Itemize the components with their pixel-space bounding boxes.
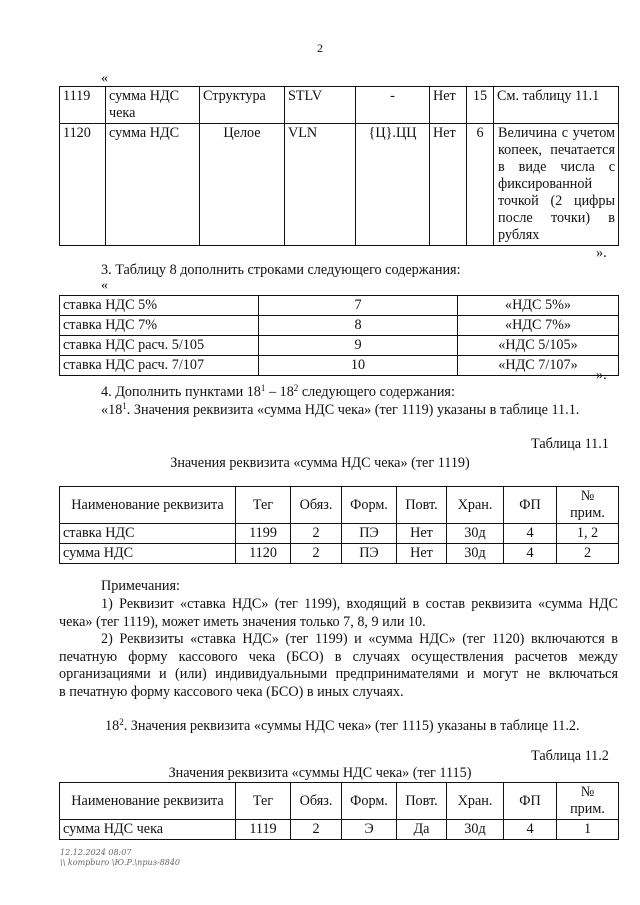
cell: ПЭ [342,524,397,544]
item-3-text: 3. Таблицу 8 дополнить строками следующего содержания: [101,262,461,278]
cell: сумма НДС [60,544,236,564]
cell: 2 [291,820,342,840]
length-cell: 6 [467,124,494,246]
desc-line: См. таблицу 11.1 [497,88,600,104]
page-number: 2 [317,41,323,55]
cell: 2 [291,524,342,544]
note-line: организациями и (или) индивидуальными предпринимателями и могут не включаться [59,666,618,682]
header-cell: Обяз. [291,487,342,524]
table-row [60,544,619,564]
mask-cell: - [356,87,430,124]
paragraph-18-1: «$18^1$. Значения реквизита «сумма НДС чека» (тег 1119) указаны в таблице 11.1. [101,401,580,418]
table-header-row [60,783,619,820]
description-cell [494,87,619,124]
header-cell: Форм. [342,783,397,820]
header-cell: Форм. [342,487,397,524]
header-cell: Тег [236,487,291,524]
cell: 2 [557,544,619,564]
note-line: 1) Реквизит «ставка НДС» (тег 1199), входящий в состав реквизита «сумма НДС [101,596,618,612]
desc-line: рублях [498,227,540,243]
cell: 1199 [236,524,291,544]
cell: ставка НДС [60,524,236,544]
paragraph-18-2: $18^2$. Значения реквизита «суммы НДС чека» (тег 1115) указаны в таблице 11.2. [105,717,580,734]
desc-line: копеек, печатается [498,142,615,158]
table-11-1-title: Значения реквизита «сумма НДС чека» (тег 1119) [170,455,470,471]
code-cell: 8 [259,316,458,336]
table-row [60,524,619,544]
cell: 1119 [236,820,291,840]
print-cell: «НДС 5/105» [458,336,619,356]
mask-cell: {Ц}.ЦЦ [356,124,430,246]
table-11-2-label: Таблица 11.2 [531,748,609,764]
table-row [60,356,619,376]
name-cell: ставка НДС 5% [60,296,259,316]
cell: 30д [447,820,504,840]
fixed-cell: Нет [430,124,467,246]
cell: 30д [447,524,504,544]
type-cell: Структура [200,87,285,124]
type-cell: Целое [200,124,285,246]
header-cell: ФП [504,783,557,820]
table-row [60,124,619,246]
close-quote: ». [596,367,607,383]
length-cell: 15 [467,87,494,124]
table-row [60,316,619,336]
note-line: в печатную форму кассового чека (БСО) в иных случаях. [59,683,404,700]
table-11-1-label: Таблица 11.1 [531,436,609,452]
name-cell: ставка НДС расч. 7/107 [60,356,259,376]
table-row [60,296,619,316]
table-11-2-title: Значения реквизита «суммы НДС чека» (тег 1115) [168,765,472,781]
requisite-table [59,86,619,246]
notes-block [59,596,618,701]
header-cell: Повт. [397,783,447,820]
footer-timestamp: 12.12.2024 08:07 [60,848,132,857]
header-cell: № прим. [557,487,619,524]
header-cell: Наименование реквизита [60,783,236,820]
header-cell: ФП [504,487,557,524]
note-line: чека» (тег 1119), может иметь значения только 7, 8, 9 или 10. [59,613,426,630]
cell: 4 [504,524,557,544]
tag-cell: 1119 [60,87,106,124]
format-cell: STLV [285,87,356,124]
cell: 4 [504,544,557,564]
notes-title: Примечания: [101,578,180,594]
code-cell: 9 [259,336,458,356]
table-8-rows [59,295,619,376]
table-row [60,87,619,124]
name-cell: ставка НДС 7% [60,316,259,336]
tag-cell: 1120 [60,124,106,246]
table-11-1 [59,486,619,564]
fixed-cell: Нет [430,87,467,124]
header-cell: Тег [236,783,291,820]
open-quote: « [101,278,108,293]
table-header-row [60,487,619,524]
name-line: сумма НДС [109,88,180,104]
header-cell: № прим. [557,783,619,820]
table-row [60,336,619,356]
cell: 1120 [236,544,291,564]
footer-path: \\ kompburo \Ю.Р.\приз-8840 [60,858,181,867]
header-cell: Обяз. [291,783,342,820]
header-cell: Повт. [397,487,447,524]
desc-line: Величина с учетом [498,125,615,141]
name-cell [106,87,200,124]
desc-line: фиксированной [498,176,593,192]
close-quote: ». [596,245,607,261]
desc-line: в виде числа с [498,159,615,175]
desc-line: точкой (2 цифры [498,193,615,209]
table-row [60,820,619,840]
header-cell: Наименование реквизита [60,487,236,524]
description-cell [494,124,619,246]
cell: 30д [447,544,504,564]
format-cell: VLN [285,124,356,246]
print-cell: «НДС 7%» [458,316,619,336]
cell: 4 [504,820,557,840]
name-cell: сумма НДС [106,124,200,246]
print-cell: «НДС 5%» [458,296,619,316]
footer-stamp [60,848,180,868]
code-cell: 10 [259,356,458,376]
header-cell: Хран. [447,783,504,820]
note-line: 2) Реквизиты «ставка НДС» (тег 1199) и «сумма НДС» (тег 1120) включаются в [101,631,618,647]
name-line: чека [109,105,136,121]
cell: Да [397,820,447,840]
desc-line: после точки) в [498,210,615,226]
open-quote: « [101,71,108,86]
cell: Нет [397,544,447,564]
print-cell: «НДС 7/107» [458,356,619,376]
code-cell: 7 [259,296,458,316]
cell: 1 [557,820,619,840]
cell: Э [342,820,397,840]
cell: Нет [397,524,447,544]
cell: ПЭ [342,544,397,564]
cell: сумма НДС чека [60,820,236,840]
item-4-text: 4. Дополнить пунктами $18^1 - 18^2$ следующего содержания: [101,383,455,400]
header-cell: Хран. [447,487,504,524]
table-11-2 [59,782,619,840]
cell: 1, 2 [557,524,619,544]
cell: 2 [291,544,342,564]
note-line: печатную форму кассового чека (БСО) в случаях осуществления расчетов между [59,648,618,665]
name-cell: ставка НДС расч. 5/105 [60,336,259,356]
